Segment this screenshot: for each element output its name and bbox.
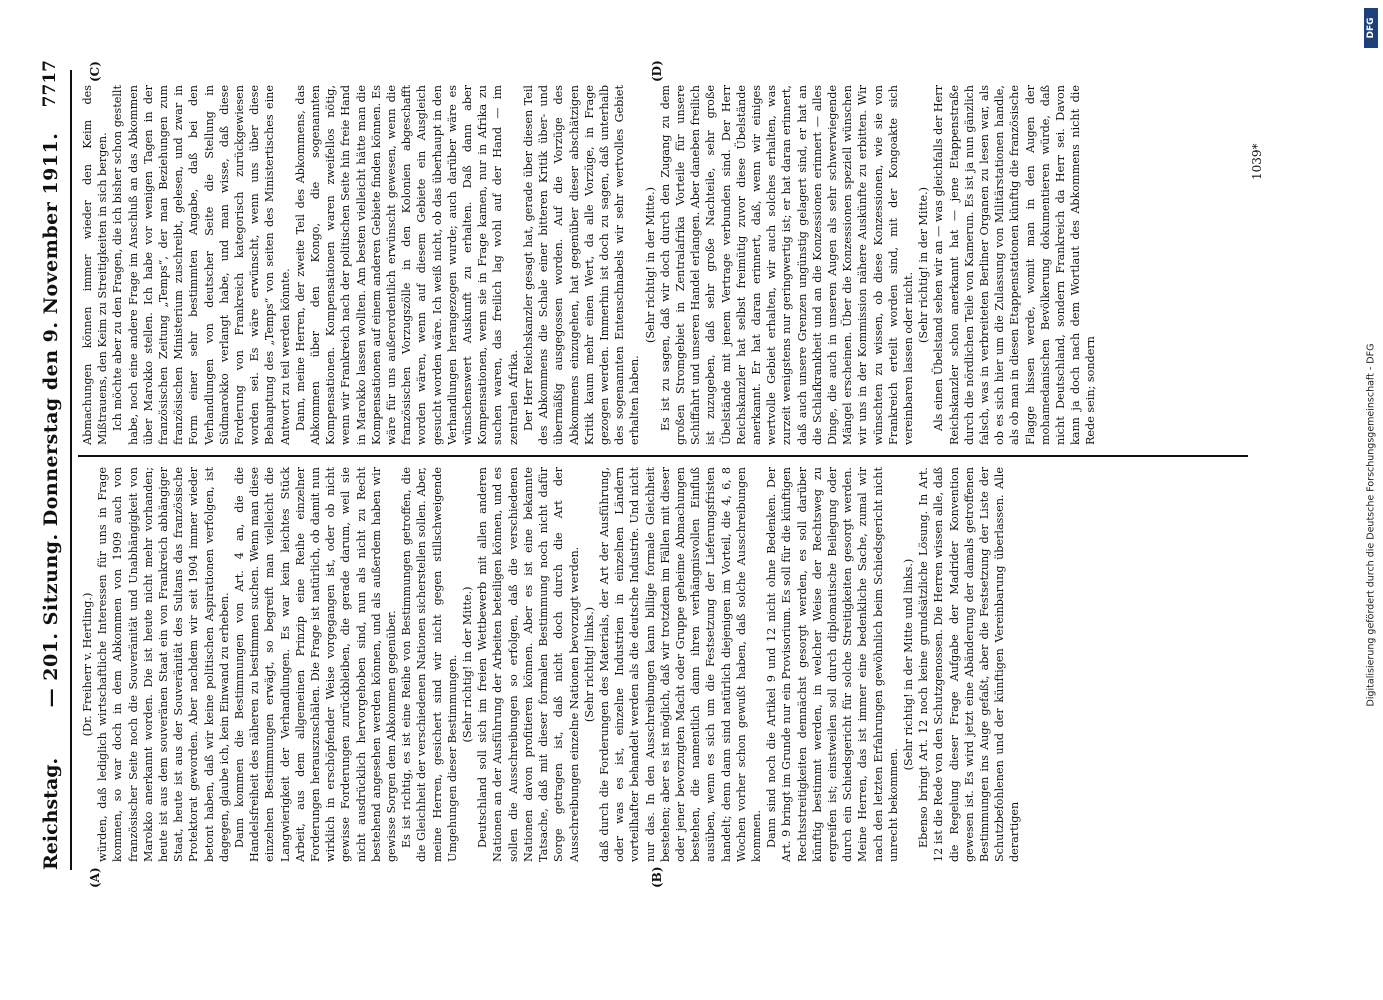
running-head-title: — 201. Sitzung. Donnerstag den 9. November 1911. xyxy=(40,132,62,708)
header-rule xyxy=(70,70,72,870)
margin-marker-b: (B) xyxy=(650,866,664,888)
interjection: (Sehr richtig! in der Mitte und links.) xyxy=(901,558,915,771)
sheet-signature: 1039* xyxy=(1250,143,1264,180)
text-column-right xyxy=(80,85,1245,445)
text-column-left xyxy=(80,467,1245,862)
margin-marker-d: (D) xyxy=(650,60,664,82)
column-divider xyxy=(78,455,1248,457)
credit-text: Digitalisierung gefördert durch die Deutsche Forschungsgemeinschaft - DFG xyxy=(1365,343,1377,707)
interjection: (Sehr richtig! links.) xyxy=(582,606,596,723)
dfg-logo-text: DFG xyxy=(1366,17,1376,39)
paragraph: Dann sind noch die Artikel 9 und 12 nicht ohne Bedenken. Der Art. 9 bringt im Grunde nur ein Provisorium. Es soll für die künftigen Rechtsstreitigkeiten demnächst gesorgt werden, es soll darüber künftig bestimmt werden, in welcher Weise der Rechtsweg zu ergreifen ist; einstweilen soll durch diplomatische Beilegung oder durch ein Schiedsgericht für solche Streitigkeiten gesorgt werden. Meine Herren, das ist immer eine bedenkliche Sache, zumal wir nach den letzten Erfahrungen gewöhnlich beim Schiedsgericht nicht unrecht bekommen. xyxy=(765,467,900,862)
interjection: (Sehr richtig! in der Mitte.) xyxy=(643,186,657,344)
dfg-logo xyxy=(1364,8,1378,48)
paragraph: daß durch die Forderungen des Materials, der Art der Ausführung, oder was es ist, einzelne Industrien in einzelnen Ländern vorteilhafter behandelt werden als die deutsche Industrie. Und nicht nur das. In den Ausschreibungen kann billige formale Gleichheit bestehen; aber es ist möglich, daß wir trotzdem im Fällen mit dieser oder jener bevorzugten Macht oder Gruppe geheime Abmachungen bestehen, die namentlich dann ihren verhängnisvollen Einfluß ausüben, wenn es sich um die Festsetzung der Lieferungsfristen handelt; denn dann sind natürlich diejenigen im Vorteil, die 4, 6, 8 Wochen vorher schon gewußt haben, daß solche Ausschreibungen kommen. xyxy=(597,467,763,862)
paragraph: Es ist richtig, es ist eine Reihe von Bestimmungen getroffen, die die Gleichheit der verschiedenen Nationen sicherstellen sollen. Aber, meine Herren, gesichert sind wir nicht gegen stillschweigende Umgehungen dieser Bestimmungen. xyxy=(400,467,459,862)
speaker-name: (Dr. Freiherr v. Hertling.) xyxy=(81,592,94,737)
paragraph: Ebenso bringt Art. 12 noch keine grundsätzliche Lösung. In Art. 12 ist die Rede von den Schutzgenossen. Die Herren wissen alle, daß die Regelung dieser Frage Aufgabe der Madrider Konvention gewesen ist. Es wird jetzt eine Abänderung der damals getroffenen Bestimmungen ins Auge gefaßt, aber die Festsetzung der Liste der Schutzbefohlenen und der künftigen Vereinbarung überlassen. Alle derartigen xyxy=(917,467,1022,862)
paragraph: Als einen Übelstand sehen wir an — was gleichfalls der Herr Reichskanzler schon anerkannt hat — jene Etappenstraße durch die nördlichen Teile von Kamerun. Es ist ja nun gänzlich falsch, was in verbreiteten Berliner Organen zu lesen war, als ob es sich hier um die Zulassung von Militärstationen handle, als ob man in diesen Etappenstationen künftig die französische Flagge hissen werde, womit man in den Augen der mohamedanischen Bevölkerung dokumentieren würde, daß nicht Deutschland, sondern Frankreich da Herr sei. Davon kann ja doch nach dem Wortlaut des Abkommens nicht die Rede sein; sondern xyxy=(932,85,1098,445)
paragraph: Dann kommen die Bestimmungen von Art. 4 an, die die Handelsfreiheit des näheren zu bestimmen suchen. Wenn man diese einzelnen Bestimmungen erwägt, so begreift man vielleicht die Langwierigkeit der Verhandlungen. Es war kein leichtes Stück Arbeit, aus dem allgemeinen Prinzip eine Reihe einzelner Forderungen herauszuschälen. Die Frage ist natürlich, ob damit nun wirklich in erschöpfender Weise vorgegangen ist, oder ob nicht gewisse Forderungen zurückbleiben, die gerade darum, weil sie nicht ausdrücklich hervorgehoben sind, nun als nicht zu Recht bestehend angesehen werden können, und als außerdem haben wir gewisse Sorgen dem Abkommen gegenüber. xyxy=(233,467,399,862)
running-head-left: Reichstag. xyxy=(40,757,62,870)
paragraph: Der Herr Reichskanzler gesagt hat, gerade über diesen Teil des Abkommens die Schale einer bitteren Kritik über- und übermäßig ausgegossen worden. Auf die Vorzüge des Abkommens einzugehen, hat gegenüber dieser abschätzigen Kritik kaum mehr einen Wert, da alle Vorzüge, in Frage gezogen werden. Immerhin ist doch zu sagen, daß unterhalb des sogenannten Entenschnabels wir sehr wertvolles Gebiet erhalten haben. xyxy=(521,85,642,445)
interjection: (Sehr richtig! in der Mitte.) xyxy=(917,186,931,344)
paragraph: Ich möchte aber zu den Fragen, die ich bisher schon gestellt habe, noch eine andere Frage im Anschluß an das Abkommen über Marokko stellen. Ich habe vor wenigen Tagen in der französischen Zeitung „Temps“, der man Beziehungen zum französischen Ministerium zuschreibt, gelesen, und zwar in Form einer sehr bestimmten Angabe, daß bei den Verhandlungen von deutscher Seite die Stellung in Südmarokko verlangt habe, und man wisse, daß diese Forderung von Frankreich kategorisch zurückgewiesen worden sei. Es wäre erwünscht, wenn uns über diese Behauptung des „Temps“ von seiten des Ministertisches eine Antwort zu teil werden könnte. xyxy=(111,85,292,445)
digitization-sidebar xyxy=(1359,0,1383,1000)
margin-marker-c: (C) xyxy=(88,61,102,82)
interjection: (Sehr richtig! in der Mitte.) xyxy=(461,586,475,743)
paragraph: Deutschland soll sich im freien Wettbewerb mit allen anderen Nationen an der Ausführung der Arbeiten beteiligen können, und es sollen die Ausschreibungen so erfolgen, daß die verschiedenen Nationen davon profitieren können. Aber es ist eine bekannte Tatsache, daß mit dieser formalen Bestimmung noch nicht dafür Sorge getragen ist, daß nicht doch durch die Art der Ausschreibungen einzelne Nationen bevorzugt werden. xyxy=(476,467,581,862)
margin-marker-a: (A) xyxy=(88,867,102,888)
paragraph: Abmachungen können immer wieder den Keim des Mißtrauens, den Keim zu Streitigkeiten in sich bergen. xyxy=(81,85,110,445)
paragraph: Es ist zu sagen, daß wir doch durch den Zugang zu dem großen Stromgebiet in Zentralafrika Vorteile für unsere Schiffahrt und unseren Handel erlangen. Aber daneben freilich ist zuzugeben, daß sehr große Nachteile, sehr große Übelstände mit jenem Vertrage verbunden sind. Der Herr Reichskanzler hat selbst freimütig zuvor diese Übelstände anerkannt. Er hat daran erinnert, daß, wenn wir einiges wertvolle Gebiet erhalten, wir auch solches erhalten, was zurzeit wenigstens nur geringwertig ist; er hat daran erinnert, daß auch unsere Grenzen ungünstig gelagert sind, er hat an die Schlafkrankheit und an die Konzessionen erinnert — alles Dinge, die auch in unseren Augen als sehr schwerwiegende Mängel erscheinen. Über die Konzessionen speziell wünschen wir uns in der Kommission nähere Auskünfte zu erbitten. Wir wünschten zu wissen, ob diese Konzessionen, wie sie von Frankreich erteilt worden sind, mit der Kongoakte sich vereinbaren lassen oder nicht. xyxy=(658,85,915,445)
page-number: 7717 xyxy=(40,60,60,108)
paragraph: würden, daß lediglich wirtschaftliche Interessen für uns in Frage kommen, so war doch in dem Abkommen von 1909 auch von französischer Seite noch die Souveränität und Unabhängigkeit von Marokko anerkannt worden. Die ist heute nicht mehr vorhanden; heute ist aus dem souveränen Staat ein von Frankreich abhängiger Staat, heute ist aus der Souveränität des Sultans das französische Protektorat geworden. Aber nachdem wir seit 1904 immer wieder betont haben, daß wir keine politischen Aspirationen verfolgen, ist dagegen, glaube ich, kein Einwand zu erheben. xyxy=(96,467,231,862)
paragraph: Dann, meine Herren, der zweite Teil des Abkommens, das Abkommen über den Kongo, die sogenannten Kompensationen. Kompensationen waren zweifellos nötig, wenn wir Frankreich nach der politischen Seite hin freie Hand in Marokko lassen wollten. Am besten vielleicht hätte man die Kompensationen auf einem anderen Gebiete finden können. Es wäre für uns außerordentlich erwünscht gewesen, wenn die französischen Vorzugszölle in den Kolonien abgeschafft worden wären, wenn auf diesem Gebiete ein Ausgleich gesucht worden wäre. Ich weiß nicht, ob das überhaupt in den Verhandlungen herangezogen wurde; auch darüber wäre es wünschenswert Auskunft zu erhalten. Daß dann aber Kompensationen, wenn sie in Frage kamen, nur in Afrika zu suchen waren, das freilich lag wohl auf der Hand — im zentralen Afrika. xyxy=(293,85,520,445)
digitization-credit xyxy=(1361,60,1381,990)
